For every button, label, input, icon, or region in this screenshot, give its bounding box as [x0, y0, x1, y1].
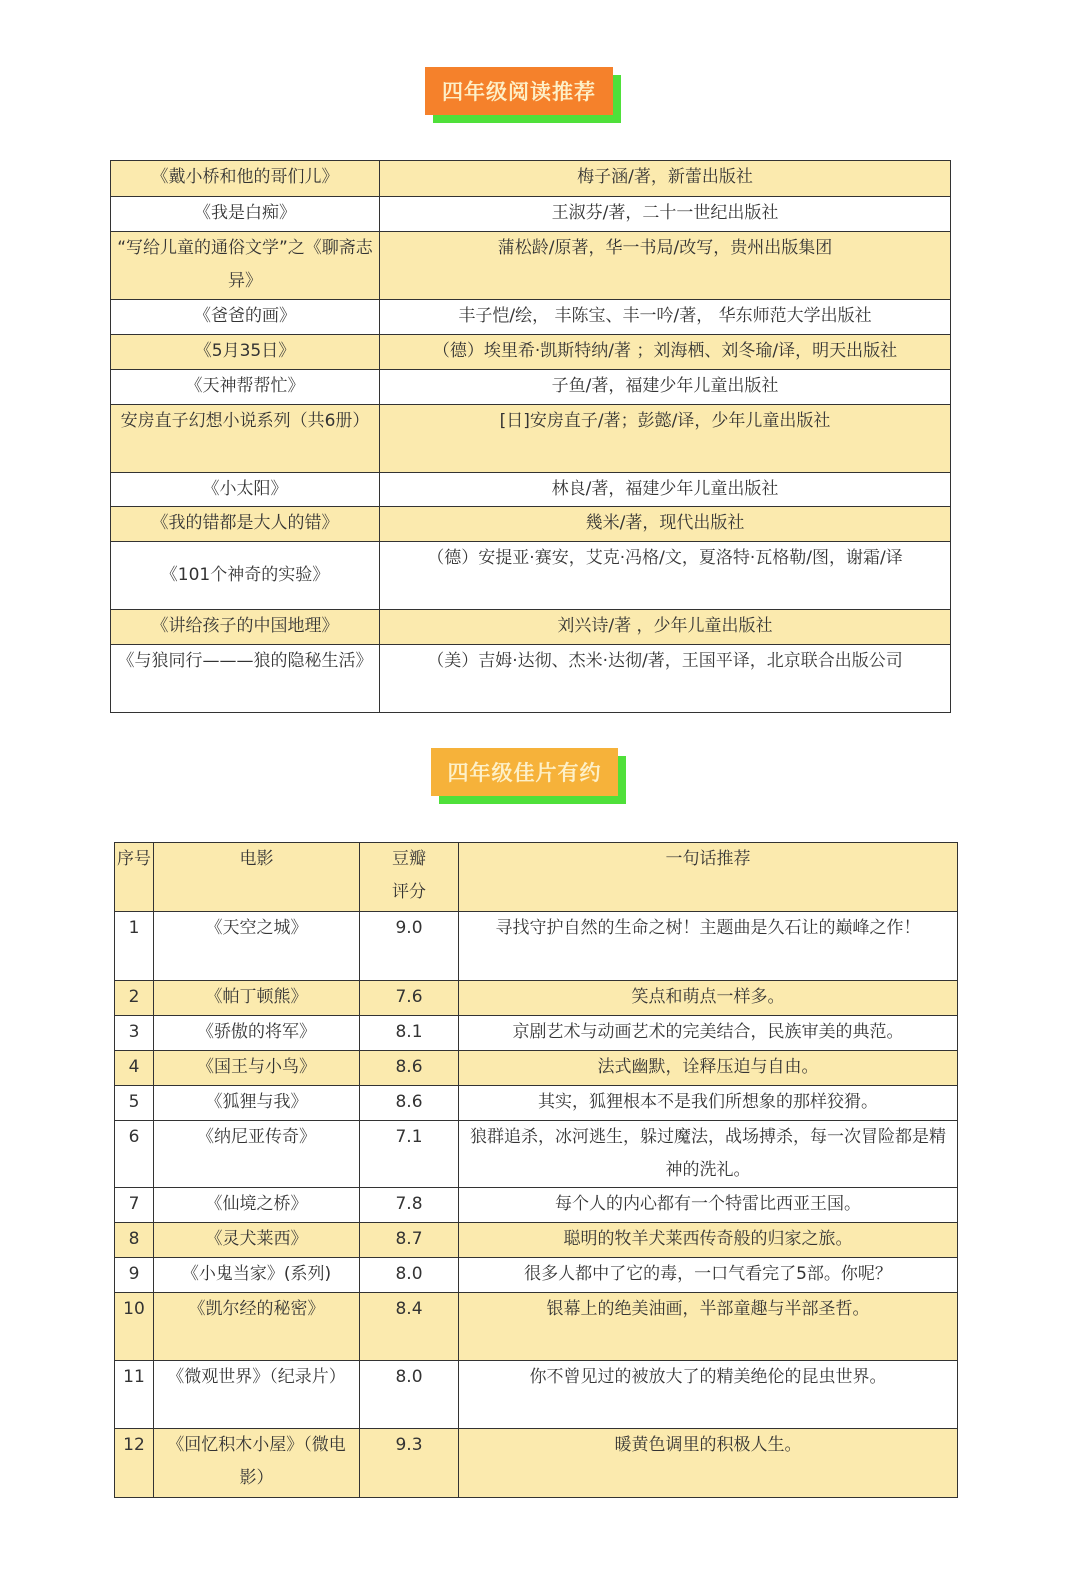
badge-title: 四年级阅读推荐 [425, 67, 613, 115]
book-info: 林良/著，福建少年儿童出版社 [380, 473, 951, 507]
book-row [111, 300, 951, 335]
film-row [115, 1361, 958, 1429]
book-info: 王淑芬/著，二十一世纪出版社 [380, 197, 951, 232]
film-score: 7.1 [360, 1121, 459, 1188]
film-title: 《凯尔经的秘密》 [154, 1293, 360, 1361]
book-title: 《爸爸的画》 [111, 300, 380, 335]
book-row [111, 161, 951, 197]
film-recommendation: 银幕上的绝美油画，半部童趣与半部圣哲。 [459, 1293, 958, 1361]
film-title: 《纳尼亚传奇》 [154, 1121, 360, 1188]
book-row [111, 473, 951, 507]
book-row [111, 405, 951, 473]
book-title: 《小太阳》 [111, 473, 380, 507]
film-recommendation: 暖黄色调里的积极人生。 [459, 1429, 958, 1498]
film-number: 3 [115, 1016, 154, 1051]
film-title: 《微观世界》（纪录片） [154, 1361, 360, 1429]
film-title: 《仙境之桥》 [154, 1188, 360, 1223]
book-row [111, 197, 951, 232]
film-recommendation: 笑点和萌点一样多。 [459, 981, 958, 1016]
column-header: 一句话推荐 [459, 843, 958, 912]
book-title: 《与狼同行———狼的隐秘生活》 [111, 645, 380, 713]
film-score: 8.0 [360, 1258, 459, 1293]
film-recommendation: 很多人都中了它的毒，一口气看完了5部。你呢？ [459, 1258, 958, 1293]
film-row [115, 1188, 958, 1223]
reading-table [110, 160, 951, 713]
film-title: 《小鬼当家》(系列) [154, 1258, 360, 1293]
book-title: 《我的错都是大人的错》 [111, 507, 380, 542]
film-title: 《骄傲的将军》 [154, 1016, 360, 1051]
book-info: （美）吉姆·达彻、杰米·达彻/著，王国平译，北京联合出版公司 [380, 645, 951, 713]
film-number: 11 [115, 1361, 154, 1429]
book-row [111, 232, 951, 300]
film-row [115, 1016, 958, 1051]
book-title: 《天神帮帮忙》 [111, 370, 380, 405]
film-title: 《灵犬莱西》 [154, 1223, 360, 1258]
film-recommendation: 狼群追杀，冰河逃生，躲过魔法，战场搏杀，每一次冒险都是精神的洗礼。 [459, 1121, 958, 1188]
column-header: 电影 [154, 843, 360, 912]
film-score: 8.0 [360, 1361, 459, 1429]
film-title: 《国王与小鸟》 [154, 1051, 360, 1086]
film-title: 《狐狸与我》 [154, 1086, 360, 1121]
book-title: “写给儿童的通俗文学”之《聊斋志异》 [111, 232, 380, 300]
film-score: 9.0 [360, 912, 459, 981]
film-number: 8 [115, 1223, 154, 1258]
book-row [111, 335, 951, 370]
film-score: 8.4 [360, 1293, 459, 1361]
film-recommendation: 法式幽默，诠释压迫与自由。 [459, 1051, 958, 1086]
film-number: 2 [115, 981, 154, 1016]
badge-title: 四年级佳片有约 [431, 748, 618, 796]
book-info: （德）埃里希·凯斯特纳/著 ；刘海栖、刘冬瑜/译，明天出版社 [380, 335, 951, 370]
film-recommendation: 聪明的牧羊犬莱西传奇般的归家之旅。 [459, 1223, 958, 1258]
film-number: 12 [115, 1429, 154, 1498]
film-row [115, 1051, 958, 1086]
film-row [115, 981, 958, 1016]
book-title: 《101个神奇的实验》 [111, 542, 380, 610]
film-row [115, 1121, 958, 1188]
film-row [115, 1429, 958, 1498]
book-title: 《戴小桥和他的哥们儿》 [111, 161, 380, 197]
film-table [114, 842, 958, 1498]
film-title: 《天空之城》 [154, 912, 360, 981]
book-title: 安房直子幻想小说系列（共6册） [111, 405, 380, 473]
film-header-row [115, 843, 958, 912]
film-number: 9 [115, 1258, 154, 1293]
book-title: 《我是白痴》 [111, 197, 380, 232]
book-info: （德）安提亚·赛安，艾克·冯格/文，夏洛特·瓦格勒/图，谢霜/译 [380, 542, 951, 610]
book-title: 《5月35日》 [111, 335, 380, 370]
film-number: 7 [115, 1188, 154, 1223]
film-recommendation: 寻找守护自然的生命之树！主题曲是久石让的巅峰之作！ [459, 912, 958, 981]
section-badge-films [431, 748, 618, 796]
book-title: 《讲给孩子的中国地理》 [111, 610, 380, 645]
book-row [111, 507, 951, 542]
film-score: 8.1 [360, 1016, 459, 1051]
book-info: 蒲松龄/原著，华一书局/改写，贵州出版集团 [380, 232, 951, 300]
film-score: 7.6 [360, 981, 459, 1016]
film-row [115, 1086, 958, 1121]
film-recommendation: 每个人的内心都有一个特雷比西亚王国。 [459, 1188, 958, 1223]
book-info: 幾米/著，现代出版社 [380, 507, 951, 542]
film-title: 《回忆积木小屋》（微电影） [154, 1429, 360, 1498]
book-row [111, 370, 951, 405]
film-number: 4 [115, 1051, 154, 1086]
column-header: 序号 [115, 843, 154, 912]
film-row [115, 912, 958, 981]
book-row [111, 610, 951, 645]
film-recommendation: 京剧艺术与动画艺术的完美结合，民族审美的典范。 [459, 1016, 958, 1051]
film-row [115, 1258, 958, 1293]
film-score: 8.6 [360, 1051, 459, 1086]
film-number: 1 [115, 912, 154, 981]
book-info: 子鱼/著，福建少年儿童出版社 [380, 370, 951, 405]
film-score: 8.7 [360, 1223, 459, 1258]
book-info: 梅子涵/著，新蕾出版社 [380, 161, 951, 197]
film-row [115, 1293, 958, 1361]
film-score: 7.8 [360, 1188, 459, 1223]
book-info: [日]安房直子/著；彭懿/译，少年儿童出版社 [380, 405, 951, 473]
film-recommendation: 其实，狐狸根本不是我们所想象的那样狡猾。 [459, 1086, 958, 1121]
book-info: 刘兴诗/著 ，少年儿童出版社 [380, 610, 951, 645]
book-row [111, 645, 951, 713]
film-recommendation: 你不曾见过的被放大了的精美绝伦的昆虫世界。 [459, 1361, 958, 1429]
film-score: 9.3 [360, 1429, 459, 1498]
film-number: 6 [115, 1121, 154, 1188]
book-info: 丰子恺/绘， 丰陈宝、丰一吟/著， 华东师范大学出版社 [380, 300, 951, 335]
film-title: 《帕丁顿熊》 [154, 981, 360, 1016]
film-number: 5 [115, 1086, 154, 1121]
column-header: 豆瓣评分 [360, 843, 459, 912]
section-badge-reading [425, 67, 613, 115]
film-number: 10 [115, 1293, 154, 1361]
film-score: 8.6 [360, 1086, 459, 1121]
book-row [111, 542, 951, 610]
film-row [115, 1223, 958, 1258]
